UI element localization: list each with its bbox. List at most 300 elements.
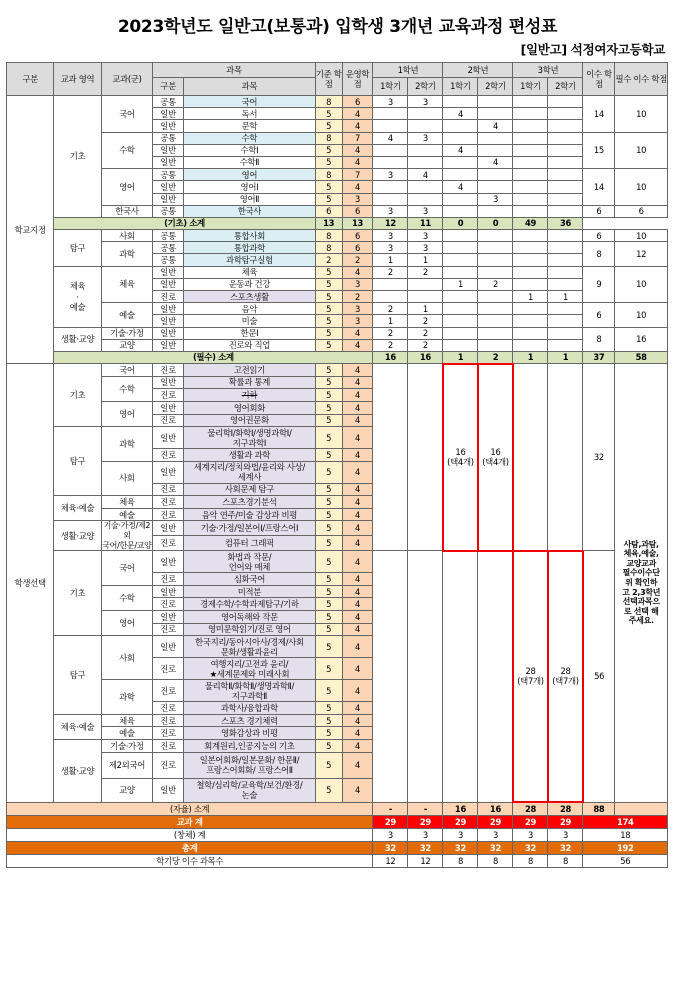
group-pe: 체육	[101, 714, 152, 727]
semester-value: 3	[373, 169, 408, 181]
subtotal-value: 49	[513, 217, 548, 229]
table-cell: 4	[342, 680, 373, 702]
table-cell: 일반	[153, 778, 184, 802]
table-cell: 5	[315, 376, 342, 389]
group-art: 예술	[101, 727, 152, 740]
base-credit: 8	[315, 96, 342, 108]
semester-value	[513, 230, 548, 242]
semester-value: 1	[513, 291, 548, 303]
semester-value	[478, 181, 513, 193]
semester-value	[478, 108, 513, 120]
table-cell: 5	[315, 508, 342, 521]
table-cell: 8	[315, 230, 342, 242]
group-korean: 국어	[101, 96, 152, 133]
table-cell: 진로	[153, 702, 184, 715]
total-value: 3	[548, 828, 583, 841]
table-cell: 10	[615, 266, 668, 303]
semester-value	[478, 254, 513, 266]
group-science: 과학	[101, 680, 152, 715]
header-grade2: 2학년	[443, 63, 513, 78]
semester-value: 2	[373, 339, 408, 351]
table-cell: 5	[315, 585, 342, 598]
table-cell: 진로	[153, 291, 184, 303]
subtotal-value: -	[373, 802, 408, 815]
school-name: [일반고] 석정여자고등학교	[520, 42, 665, 57]
table-cell: 공통	[153, 169, 184, 181]
semester-value	[408, 120, 443, 132]
student-choice-section	[7, 364, 668, 802]
table-cell: 5	[315, 727, 342, 740]
semester-value	[443, 96, 478, 108]
table-cell	[513, 364, 548, 551]
table-cell: 일반	[153, 315, 184, 327]
total-value: 174	[583, 815, 668, 828]
table-cell: 회계원리,인공지능의 기초	[184, 740, 316, 753]
table-row	[7, 339, 668, 351]
table-cell: 4	[342, 496, 373, 509]
table-cell: 4	[342, 108, 373, 120]
table-cell: 10	[615, 132, 668, 169]
table-cell: 4	[342, 551, 373, 573]
table-cell: 5	[315, 364, 342, 377]
semester-value	[513, 108, 548, 120]
subtotal-value: 37	[583, 351, 615, 363]
group-social: 사회	[101, 461, 152, 496]
total-value: 29	[513, 815, 548, 828]
table-cell: 5	[315, 327, 342, 339]
semester-value	[513, 144, 548, 156]
total-value: 3	[478, 828, 513, 841]
section-student-choice: 학생선택	[7, 364, 54, 802]
table-cell	[548, 364, 583, 551]
semester-value	[408, 291, 443, 303]
table-cell: 문학	[184, 120, 316, 132]
grand-total-label: 총계	[7, 841, 373, 854]
semester-value	[513, 120, 548, 132]
total-value: 32	[513, 841, 548, 854]
table-cell: 4	[342, 376, 373, 389]
table-cell: 5	[315, 496, 342, 509]
table-cell: 5	[315, 536, 342, 551]
choice-credit-1: 32	[583, 364, 615, 551]
table-cell: 3	[342, 278, 373, 290]
header-sem: 1학기	[443, 78, 478, 96]
area-basic: 기초	[54, 96, 101, 218]
table-cell: 사회문제 탐구	[184, 483, 316, 496]
group-korean: 국어	[101, 551, 152, 586]
area-inquiry: 탐구	[54, 230, 101, 267]
semester-value	[373, 120, 408, 132]
table-cell: 진로	[153, 658, 184, 680]
semester-value	[478, 169, 513, 181]
required-credit: 10	[615, 96, 668, 133]
subtotal-value: 36	[548, 217, 583, 229]
semester-value: 3	[408, 96, 443, 108]
table-cell: 진로	[153, 740, 184, 753]
table-cell: 기술·가정/일본어Ⅰ/프랑스어Ⅰ	[184, 521, 316, 536]
table-cell: 일반	[153, 108, 184, 120]
group-art: 예술	[101, 303, 152, 327]
table-cell: 독서	[184, 108, 316, 120]
table-cell: 2	[342, 254, 373, 266]
table-cell: 음악	[184, 303, 316, 315]
table-cell: 체육	[184, 266, 316, 278]
table-cell: 5	[315, 752, 342, 778]
table-cell: 진로	[153, 483, 184, 496]
table-cell: 4	[342, 521, 373, 536]
table-row	[7, 351, 668, 363]
total-value: 29	[443, 815, 478, 828]
group-english: 영어	[101, 611, 152, 636]
table-cell: 일반	[153, 401, 184, 414]
table-cell: 4	[342, 658, 373, 680]
table-cell: 5	[315, 389, 342, 402]
table-cell: 4	[342, 585, 373, 598]
semester-value	[513, 193, 548, 205]
table-row	[7, 364, 668, 377]
subtotal-value: 16	[373, 351, 408, 363]
semester-value	[408, 181, 443, 193]
table-cell: 일반	[153, 461, 184, 483]
table-cell: 14	[583, 169, 615, 206]
section-school-designated: 학교지정	[7, 96, 54, 364]
table-cell: 진로	[153, 573, 184, 586]
semester-value	[513, 315, 548, 327]
semester-value: 4	[443, 181, 478, 193]
table-row	[7, 132, 668, 144]
table-cell: 5	[315, 401, 342, 414]
total-value: 12	[408, 854, 443, 867]
subtotal-value: 1	[548, 351, 583, 363]
table-cell: 6	[583, 230, 615, 242]
semester-value: 4	[408, 169, 443, 181]
subtotal-value: 2	[478, 351, 513, 363]
table-cell: 5	[315, 339, 342, 351]
table-cell: 한문Ⅰ	[184, 327, 316, 339]
table-cell: 5	[315, 598, 342, 611]
op-credit: 6	[342, 96, 373, 108]
semester-value	[478, 205, 513, 217]
table-row	[7, 854, 668, 867]
table-cell: 운동과 건강	[184, 278, 316, 290]
total-value: 192	[583, 841, 668, 854]
table-row	[7, 841, 668, 854]
group-pe: 체육	[101, 266, 152, 303]
table-cell: 5	[315, 740, 342, 753]
semester-value	[478, 144, 513, 156]
semester-value	[548, 96, 583, 108]
semester-value	[548, 230, 583, 242]
header-type: 구분	[153, 78, 184, 96]
total-value: 12	[373, 854, 408, 867]
table-cell: 스포츠 경기체력	[184, 714, 316, 727]
table-cell: 10	[615, 230, 668, 242]
table-cell: 12	[615, 242, 668, 266]
table-cell: 일반	[153, 585, 184, 598]
table-cell: 5	[315, 623, 342, 636]
table-cell: 5	[315, 521, 342, 536]
table-cell: 스포츠생활	[184, 291, 316, 303]
header-sem: 1학기	[373, 78, 408, 96]
table-cell: 5	[315, 278, 342, 290]
total-value: 56	[583, 854, 668, 867]
table-cell: 6	[615, 205, 668, 217]
area-basic: 기초	[54, 364, 101, 427]
header-sem: 2학기	[478, 78, 513, 96]
table-cell: 5	[315, 680, 342, 702]
semester-value	[513, 169, 548, 181]
table-cell: 2	[315, 254, 342, 266]
table-cell: 일반	[153, 144, 184, 156]
table-cell: 영미문학읽기/진로 영어	[184, 623, 316, 636]
semester-value	[548, 193, 583, 205]
header-gubun: 구분	[7, 63, 54, 96]
group-history: 한국사	[101, 205, 152, 217]
semester-value: 1	[408, 254, 443, 266]
per-semester-label: 학기당 이수 과목수	[7, 854, 373, 867]
area-life: 생활·교양	[54, 740, 101, 803]
table-cell: 4	[342, 414, 373, 427]
table-cell: 물리학Ⅰ/화학Ⅰ/생명과학Ⅰ/ 지구과학Ⅰ	[184, 427, 316, 449]
table-cell: 4	[342, 636, 373, 658]
table-cell: 2	[342, 291, 373, 303]
semester-value	[443, 339, 478, 351]
header-base: 기준 학점	[315, 63, 342, 96]
table-cell: 일반	[153, 551, 184, 573]
semester-value	[548, 205, 583, 217]
table-cell: 영어독해와 작문	[184, 611, 316, 624]
basic-subtotal-label: (기초) 소계	[54, 217, 315, 229]
table-cell: 일본어회화/일본문화/ 한문Ⅱ/ 프랑스어회화/ 프랑스어Ⅱ	[184, 752, 316, 778]
table-cell	[478, 551, 513, 802]
table-cell: 15	[583, 132, 615, 169]
semester-value	[443, 291, 478, 303]
table-cell	[373, 551, 408, 802]
semester-value	[408, 278, 443, 290]
total-value: 3	[513, 828, 548, 841]
subtotal-value: 16	[408, 351, 443, 363]
header-sem: 1학기	[513, 78, 548, 96]
semester-value	[548, 181, 583, 193]
subtotal-value: 11	[408, 217, 443, 229]
table-cell: 통합사회	[184, 230, 316, 242]
table-cell: 4	[342, 266, 373, 278]
semester-value	[478, 315, 513, 327]
table-row	[7, 802, 668, 815]
table-cell	[408, 551, 443, 802]
group-korean: 국어	[101, 364, 152, 377]
semester-value: 4	[443, 108, 478, 120]
semester-value	[443, 230, 478, 242]
table-cell: 5	[315, 551, 342, 573]
curriculum-table	[6, 62, 668, 868]
choice-box-grade2-s1: 16 (택4개)	[443, 364, 478, 551]
table-cell: 일반	[153, 303, 184, 315]
table-cell: 진로	[153, 714, 184, 727]
table-cell: 4	[342, 427, 373, 449]
table-cell: 미적분	[184, 585, 316, 598]
table-cell: 진로	[153, 727, 184, 740]
totals-section	[7, 802, 668, 867]
table-cell: 한국지리/동아시아사/경제/사회 문화/생활과윤리	[184, 636, 316, 658]
group-liberal: 교양	[101, 778, 152, 802]
table-cell: 4	[342, 339, 373, 351]
semester-value: 2	[478, 278, 513, 290]
header-sem: 2학기	[548, 78, 583, 96]
table-cell: 진로	[153, 536, 184, 551]
table-cell: 4	[342, 449, 373, 462]
semester-value	[513, 339, 548, 351]
required-subtotal-label: (필수) 소계	[54, 351, 373, 363]
semester-value: 3	[373, 230, 408, 242]
table-cell: 일반	[153, 181, 184, 193]
table-cell: 컴퓨터 그래픽	[184, 536, 316, 551]
semester-value	[443, 120, 478, 132]
total-value: 3	[373, 828, 408, 841]
table-cell: 고전읽기	[184, 364, 316, 377]
semester-value: 2	[373, 327, 408, 339]
course-name: 국어	[184, 96, 316, 108]
semester-value	[443, 242, 478, 254]
semester-value	[408, 156, 443, 168]
table-cell: 5	[315, 636, 342, 658]
table-cell: 6	[342, 242, 373, 254]
table-cell	[443, 551, 478, 802]
semester-value	[548, 327, 583, 339]
table-cell: 심화국어	[184, 573, 316, 586]
table-cell: 4	[342, 536, 373, 551]
table-cell: 4	[342, 714, 373, 727]
subtotal-value: 58	[615, 351, 668, 363]
semester-value	[408, 193, 443, 205]
choice-box-grade3-s2: 28 (택7개)	[548, 551, 583, 802]
table-cell: 8	[315, 242, 342, 254]
subtotal-value: 12	[373, 217, 408, 229]
semester-value	[373, 193, 408, 205]
subtotal-value: 16	[443, 802, 478, 815]
table-cell: 영화감상과 비평	[184, 727, 316, 740]
table-cell: 진로	[153, 680, 184, 702]
table-cell: 진로	[153, 752, 184, 778]
table-cell: 미술	[184, 315, 316, 327]
semester-value	[443, 266, 478, 278]
semester-value	[408, 108, 443, 120]
semester-value: 1	[443, 278, 478, 290]
table-cell: 4	[342, 702, 373, 715]
semester-value: 3	[373, 205, 408, 217]
table-cell: 10	[615, 169, 668, 206]
table-cell: 5	[315, 573, 342, 586]
group-math: 수학	[101, 376, 152, 401]
group-lang2: 제2외국어	[101, 752, 152, 778]
total-value: 32	[478, 841, 513, 854]
semester-value	[548, 169, 583, 181]
subtotal-value: 1	[443, 351, 478, 363]
table-cell: 과학탐구실험	[184, 254, 316, 266]
table-cell	[373, 364, 408, 551]
table-row	[7, 551, 668, 573]
semester-value: 1	[373, 315, 408, 327]
semester-value	[513, 327, 548, 339]
table-cell: 5	[315, 120, 342, 132]
table-cell: 스포츠경기분석	[184, 496, 316, 509]
table-cell: 5	[315, 108, 342, 120]
semester-value	[408, 144, 443, 156]
group-tech-lang: 기술·가정/제2외 국어/한문/교양	[102, 521, 152, 550]
semester-value	[443, 254, 478, 266]
semester-value	[548, 315, 583, 327]
table-cell: 철학/심리학/교육학/보건/환경/ 논술	[184, 778, 316, 802]
table-row	[7, 266, 668, 278]
table-cell: 5	[315, 266, 342, 278]
table-row	[7, 169, 668, 181]
semester-value	[478, 303, 513, 315]
table-cell: 공통	[153, 254, 184, 266]
semester-value	[373, 156, 408, 168]
table-cell: 생활과 과학	[184, 449, 316, 462]
table-cell: 영어Ⅰ	[184, 181, 316, 193]
subtotal-value: 88	[583, 802, 615, 815]
semester-value: 3	[373, 96, 408, 108]
table-cell: 16	[615, 327, 668, 351]
semester-value	[478, 266, 513, 278]
semester-value: 3	[373, 242, 408, 254]
semester-value	[513, 156, 548, 168]
area-basic: 기초	[54, 551, 101, 636]
semester-value	[513, 278, 548, 290]
semester-value: 4	[478, 120, 513, 132]
table-cell: 일반	[153, 278, 184, 290]
table-cell: 5	[315, 414, 342, 427]
table-cell: 5	[315, 461, 342, 483]
table-cell: 5	[315, 483, 342, 496]
semester-value	[373, 144, 408, 156]
table-cell: 5	[315, 144, 342, 156]
semester-value: 2	[408, 339, 443, 351]
semester-value: 2	[408, 327, 443, 339]
table-cell: 일반	[153, 193, 184, 205]
table-cell: 진로	[153, 449, 184, 462]
semester-value	[443, 193, 478, 205]
table-cell: 영어회화	[184, 401, 316, 414]
total-value: 8	[443, 854, 478, 867]
table-cell: 6	[342, 205, 373, 217]
table-cell: 일반	[153, 376, 184, 389]
table-cell: 6	[583, 303, 615, 327]
semester-value	[513, 266, 548, 278]
table-row	[7, 828, 668, 841]
table-cell: 일반	[153, 611, 184, 624]
table-row	[7, 327, 668, 339]
subtotal-value: -	[408, 802, 443, 815]
total-value: 29	[373, 815, 408, 828]
table-row	[7, 96, 668, 108]
semester-value: 1	[408, 303, 443, 315]
course-type: 공통	[153, 96, 184, 108]
table-cell: 진로	[153, 508, 184, 521]
total-value: 8	[513, 854, 548, 867]
table-cell: 5	[315, 427, 342, 449]
subtotal-value: 28	[548, 802, 583, 815]
table-cell: 수학	[184, 132, 316, 144]
table-cell: 4	[342, 181, 373, 193]
group-math: 수학	[101, 132, 152, 169]
group-english: 영어	[101, 401, 152, 426]
table-cell: 4	[342, 752, 373, 778]
table-cell: 4	[342, 778, 373, 802]
table-cell: 5	[315, 778, 342, 802]
semester-value	[548, 242, 583, 254]
